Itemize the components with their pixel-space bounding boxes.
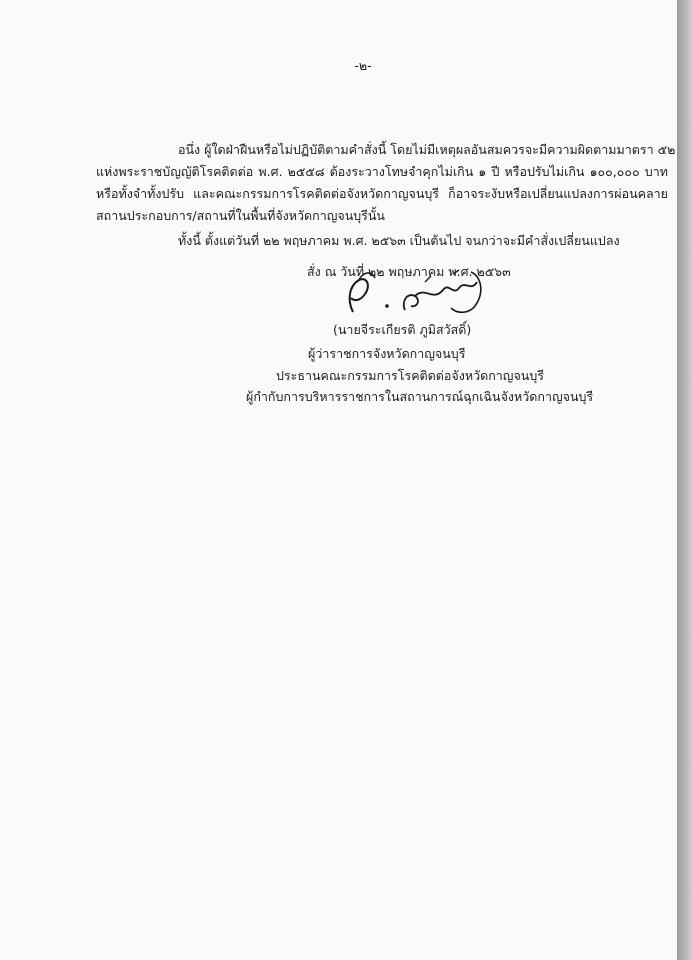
signer-title-chairman: ประธานคณะกรรมการโรคติดต่อจังหวัดกาญจนบุรี <box>276 368 544 383</box>
page-number: -๒- <box>354 58 372 73</box>
paragraph1-line1: อนึ่ง ผู้ใดฝ่าฝืนหรือไม่ปฏิบัติตามคำสั่งนี้ โดยไม่มีเหตุผลอันสมควรจะมีความผิดตามมาตรา ๕๒ <box>178 142 676 157</box>
signer-title-supervisor: ผู้กำกับการบริหารราชการในสถานการณ์ฉุกเฉินจังหวัดกาญจนบุรี <box>246 389 594 404</box>
order-date-line: สั่ง ณ วันที่ ๒๒ พฤษภาคม พ.ศ. ๒๕๖๓ <box>307 264 511 279</box>
effective-date-paragraph: ทั้งนี้ ตั้งแต่วันที่ ๒๒ พฤษภาคม พ.ศ. ๒๕๖๓ เป็นต้นไป จนกว่าจะมีคำสั่งเปลี่ยนแปลง <box>178 233 620 248</box>
paragraph1-line4: สถานประกอบการ/สถานที่ในพื้นที่จังหวัดกาญจนบุรีนั้น <box>96 208 385 223</box>
signer-name: (นายจีระเกียรติ ภูมิสวัสดิ์) <box>333 322 472 337</box>
paragraph1-line3: หรือทั้งจำทั้งปรับ และคณะกรรมการโรคติดต่อจังหวัดกาญจนบุรี ก็อาจระงับหรือเปลี่ยนแปลงการผ่อนคลาย <box>96 186 668 201</box>
paragraph1-line2: แห่งพระราชบัญญัติโรคติดต่อ พ.ศ. ๒๕๕๘ ต้องระวางโทษจำคุกไม่เกิน ๑ ปี หรือปรับไม่เกิน ๑๐๐,๐๐๐ บาท <box>96 164 668 179</box>
page-edge-shadow <box>677 0 692 960</box>
signer-title-governor: ผู้ว่าราชการจังหวัดกาญจนบุรี <box>308 346 466 361</box>
signature-image <box>325 262 505 320</box>
